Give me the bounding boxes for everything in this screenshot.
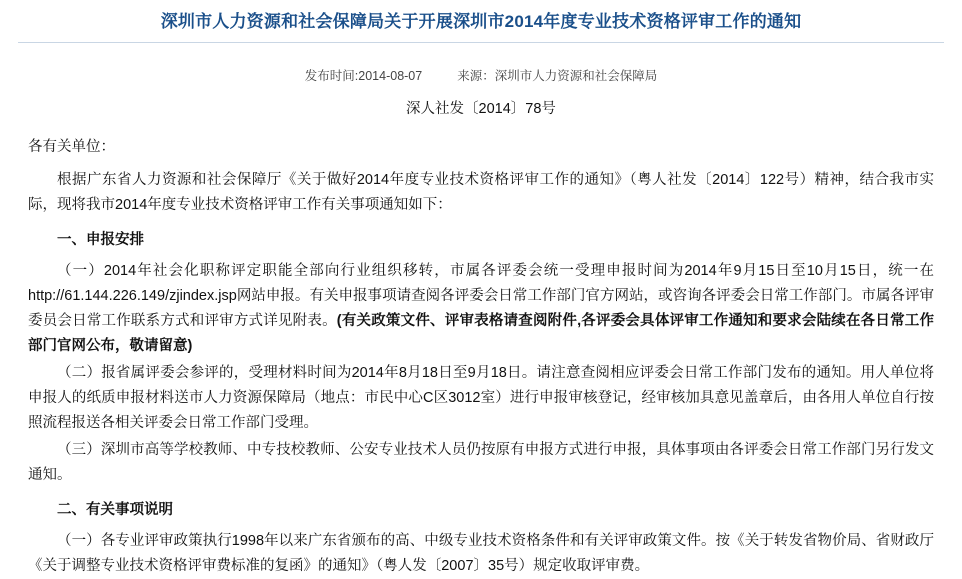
item-2-1: （一）各专业评审政策执行1998年以来广东省颁布的高、中级专业技术资格条件和有关评审政策文件。按《关于转发省物价局、省财政厅《关于调整专业技术资格评审费标准的复函》的通知》（粤人发〔2007〕35号）规定收取评审费。 [28,533,934,574]
section-heading-one: 一、申报安排 [57,232,144,248]
source: 来源：深圳市人力资源和社会保障局 [457,69,658,83]
title-bar [0,0,962,55]
document-body [28,135,934,579]
salutation: 各有关单位： [28,139,115,155]
item-1-1-bold-note: (有关政策文件、评审表格请查阅附件,各评委会具体评审工作通知和要求会陆续在各日常工作部门官网公布，敬请留意) [28,313,934,354]
item-1-3: （三）深圳市高等学校教师、中专技校教师、公安专业技术人员仍按原有申报方式进行申报，具体事项由各评委会日常工作部门另行发文通知。 [28,442,934,483]
item-1-1-text: （一）2014年社会化职称评定职能全部向行业组织移转，市属各评委会统一受理申报时间为2014年9月15日至10月15日，统一在http://61.144.226.149/zjindex.jsp网站申报。有关申报事项请查阅各评委会日常工作部门官方网站，或咨询各评委会日常工作部门。市属各评审委员会日常工作联系方式和评审方式详见附表。 [28,263,934,329]
intro-paragraph: 根据广东省人力资源和社会保障厅《关于做好2014年度专业技术资格评审工作的通知》（粤人社发〔2014〕122号）精神，结合我市实际，现将我市2014年度专业技术资格评审工作有关事项通知如下： [28,172,934,213]
title-divider [18,42,944,43]
item-1-2: （二）报省属评委会参评的，受理材料时间为2014年8月18日至9月18日。请注意查阅相应评委会日常工作部门发布的通知。用人单位将申报人的纸质申报材料送市人力资源保障局（地点：市民中心C区3012室）进行申报审核登记，经审核加具意见盖章后，由各用人单位自行按照流程报送各相关评委会日常工作部门受理。 [28,365,934,431]
document-number: 深人社发〔2014〕78号 [406,101,556,117]
section-heading-two: 二、有关事项说明 [57,502,173,518]
page-title: 深圳市人力资源和社会保障局关于开展深圳市2014年度专业技术资格评审工作的通知 [160,12,802,31]
publish-time: 发布时间:2014-08-07 [304,69,423,83]
meta-line [0,67,962,85]
item-1-1 [28,259,934,359]
